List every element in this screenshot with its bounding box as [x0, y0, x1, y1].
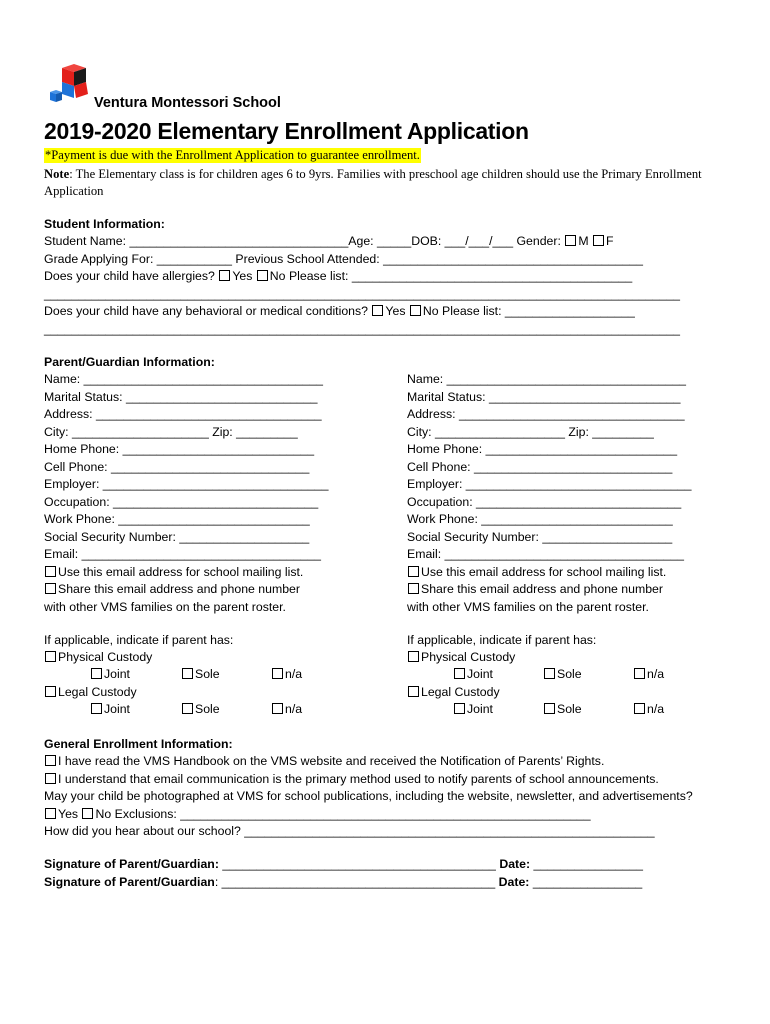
- signature-1-label: Signature of Parent/Guardian:: [44, 857, 219, 871]
- parent1-legal-sole-option: [181, 701, 220, 718]
- parent2-legal-joint-option: [453, 701, 493, 718]
- photo-answer-line: [44, 806, 591, 823]
- parent2-legal-sole-option: [543, 701, 582, 718]
- parent1-physical-sole-label: Sole: [195, 667, 220, 681]
- payment-notice: *Payment is due with the Enrollment Application to guarantee enrollment.: [45, 148, 420, 162]
- parent1-physical-custody-checkbox[interactable]: [45, 651, 56, 662]
- school-logo: [48, 64, 92, 108]
- parent1-employer-field[interactable]: Employer: _________________________________: [44, 477, 329, 491]
- school-name: Ventura Montessori School: [94, 95, 281, 111]
- gender-f-checkbox[interactable]: [593, 235, 604, 246]
- allergies-line: [44, 268, 632, 285]
- page-title: 2019-2020 Elementary Enrollment Application: [44, 118, 529, 144]
- note-text: : The Elementary class is for children ages 6 to 9yrs. Families with preschool age children should use the Primary Enrollment Application: [44, 167, 702, 198]
- parent1-legal-joint-checkbox[interactable]: [91, 703, 102, 714]
- gender-m-label: M: [578, 234, 589, 248]
- medical-no-checkbox[interactable]: [410, 305, 421, 316]
- date-2-field[interactable]: ________________: [529, 875, 643, 889]
- parent2-legal-joint-checkbox[interactable]: [454, 703, 465, 714]
- general-info-heading: General Enrollment Information:: [44, 737, 233, 751]
- parent2-physical-sole-checkbox[interactable]: [544, 668, 555, 679]
- parent1-legal-custody-checkbox[interactable]: [45, 686, 56, 697]
- parent2-physical-na-checkbox[interactable]: [634, 668, 645, 679]
- signature-line-1: [44, 856, 643, 873]
- parent2-email-field[interactable]: Email: ___________________________________: [407, 547, 684, 561]
- medical-line: [44, 303, 635, 320]
- parent1-share-label-cont: with other VMS families on the parent roster.: [44, 600, 286, 614]
- allergies-yes-label: Yes: [232, 269, 253, 283]
- parent2-physical-na-option: [633, 666, 664, 683]
- medical-list-field[interactable]: Please list: ___________________: [438, 304, 635, 318]
- parent2-share-option: [407, 581, 663, 598]
- parent2-physical-custody-checkbox[interactable]: [408, 651, 419, 662]
- parent1-legal-na-label: n/a: [285, 702, 303, 716]
- student-name-line[interactable]: [44, 233, 614, 250]
- parent2-legal-sole-label: Sole: [557, 702, 582, 716]
- hear-about-field[interactable]: How did you hear about our school? ____________________________________________________________: [44, 824, 655, 838]
- allergies-continuation-line[interactable]: _____________________________________________________________________________________________: [44, 287, 681, 301]
- parent1-legal-custody-option: [44, 684, 137, 701]
- parent2-physical-custody-label: Physical Custody: [421, 650, 516, 664]
- parent1-physical-sole-checkbox[interactable]: [182, 668, 193, 679]
- parent1-address-field[interactable]: Address: _________________________________: [44, 407, 322, 421]
- parent2-occupation-field[interactable]: Occupation: ______________________________: [407, 495, 682, 509]
- parent1-legal-custody-label: Legal Custody: [58, 685, 137, 699]
- parent1-physical-sole-option: [181, 666, 220, 683]
- note-paragraph: [44, 166, 734, 200]
- date-2-label: Date:: [498, 875, 530, 889]
- parent2-legal-custody-option: [407, 684, 500, 701]
- parent1-mailing-list-option: [44, 564, 303, 581]
- parent2-ssn-field[interactable]: Social Security Number: ___________________: [407, 530, 673, 544]
- parent1-marital-field[interactable]: Marital Status: ____________________________: [44, 390, 318, 404]
- medical-continuation-line[interactable]: _____________________________________________________________________________________________: [44, 322, 681, 336]
- parent1-physical-na-option: [271, 666, 302, 683]
- parent1-physical-na-label: n/a: [285, 667, 303, 681]
- photo-no-checkbox[interactable]: [82, 808, 93, 819]
- photo-question: May your child be photographed at VMS for school publications, including the website, newsletter, and advertisements?: [44, 789, 693, 803]
- parent1-occupation-field[interactable]: Occupation: ______________________________: [44, 495, 319, 509]
- parent1-physical-joint-option: [90, 666, 130, 683]
- parent2-legal-na-label: n/a: [647, 702, 665, 716]
- parent1-home-phone-field[interactable]: Home Phone: ____________________________: [44, 442, 315, 456]
- parent2-physical-custody-option: [407, 649, 515, 666]
- email-comm-checkbox[interactable]: [45, 773, 56, 784]
- parent2-share-checkbox[interactable]: [408, 583, 419, 594]
- parent1-legal-sole-label: Sole: [195, 702, 220, 716]
- email-comm-label: I understand that email communication is the primary method used to notify parents of school announcements.: [58, 772, 659, 786]
- note-label: Note: [44, 167, 70, 181]
- signature-2-field[interactable]: ________________________________________: [218, 875, 499, 889]
- signature-2-colon: :: [214, 875, 219, 889]
- parent2-city-zip-field[interactable]: City: ___________________ Zip: _________: [407, 425, 654, 439]
- parent1-physical-joint-checkbox[interactable]: [91, 668, 102, 679]
- parent1-legal-na-checkbox[interactable]: [272, 703, 283, 714]
- medical-no-label: No: [422, 304, 439, 318]
- parent1-ssn-field[interactable]: Social Security Number: ___________________: [44, 530, 310, 544]
- parent2-marital-field[interactable]: Marital Status: ____________________________: [407, 390, 681, 404]
- parent2-physical-na-label: n/a: [647, 667, 665, 681]
- parent2-employer-field[interactable]: Employer: _________________________________: [407, 477, 692, 491]
- parent1-physical-joint-label: Joint: [104, 667, 130, 681]
- email-comm-option: [44, 771, 659, 788]
- parent1-legal-sole-checkbox[interactable]: [182, 703, 193, 714]
- exclusions-field[interactable]: Exclusions: ____________________________________________________________: [111, 807, 591, 821]
- parent2-mailing-list-checkbox[interactable]: [408, 566, 419, 577]
- parent1-email-field[interactable]: Email: ___________________________________: [44, 547, 321, 561]
- parent1-physical-custody-option: [44, 649, 152, 666]
- parent1-mailing-list-checkbox[interactable]: [45, 566, 56, 577]
- handbook-label: I have read the VMS Handbook on the VMS website and received the Notification of Parents’ Rights.: [58, 754, 605, 768]
- parent2-name-field[interactable]: Name: ___________________________________: [407, 372, 686, 386]
- date-1-label: Date:: [499, 857, 531, 871]
- handbook-checkbox[interactable]: [45, 755, 56, 766]
- parent2-legal-custody-checkbox[interactable]: [408, 686, 419, 697]
- parent1-mailing-list-label: Use this email address for school mailing list.: [58, 565, 304, 579]
- photo-yes-label: Yes: [58, 807, 79, 821]
- parent1-name-field[interactable]: Name: ___________________________________: [44, 372, 323, 386]
- parent1-share-option: [44, 581, 300, 598]
- parent2-share-label-cont: with other VMS families on the parent roster.: [407, 600, 649, 614]
- parent1-city-zip-field[interactable]: City: ____________________ Zip: _________: [44, 425, 298, 439]
- gender-m-checkbox[interactable]: [565, 235, 576, 246]
- parent2-mailing-list-option: [407, 564, 666, 581]
- allergies-no-label: No: [269, 269, 286, 283]
- parent-info-heading: Parent/Guardian Information:: [44, 355, 215, 369]
- parent1-legal-joint-option: [90, 701, 130, 718]
- parent2-legal-na-checkbox[interactable]: [634, 703, 645, 714]
- parent2-legal-na-option: [633, 701, 664, 718]
- parent2-address-field[interactable]: Address: _________________________________: [407, 407, 685, 421]
- medical-yes-checkbox[interactable]: [372, 305, 383, 316]
- allergies-no-checkbox[interactable]: [257, 270, 268, 281]
- student-info-heading: Student Information:: [44, 217, 165, 231]
- parent2-physical-joint-label: Joint: [467, 667, 493, 681]
- allergies-yes-checkbox[interactable]: [219, 270, 230, 281]
- photo-yes-checkbox[interactable]: [45, 808, 56, 819]
- parent1-physical-na-checkbox[interactable]: [272, 668, 283, 679]
- parent2-cell-phone-field[interactable]: Cell Phone: _____________________________: [407, 460, 673, 474]
- signature-line-2: [44, 874, 642, 891]
- grade-school-line[interactable]: Grade Applying For: ___________ Previous School Attended: ______________________________________: [44, 252, 643, 266]
- photo-no-label: No: [95, 807, 112, 821]
- parent2-physical-sole-label: Sole: [557, 667, 582, 681]
- gender-f-label: F: [606, 234, 614, 248]
- parent2-legal-custody-label: Legal Custody: [421, 685, 500, 699]
- parent1-share-label: Share this email address and phone number: [58, 582, 300, 596]
- handbook-option: [44, 753, 604, 770]
- parent1-legal-na-option: [271, 701, 302, 718]
- medical-question: Does your child have any behavioral or medical conditions?: [44, 304, 372, 318]
- parent2-home-phone-field[interactable]: Home Phone: ____________________________: [407, 442, 678, 456]
- parent2-work-phone-field[interactable]: Work Phone: ____________________________: [407, 512, 673, 526]
- parent1-share-checkbox[interactable]: [45, 583, 56, 594]
- signature-2-label: Signature of Parent/Guardian: [44, 875, 215, 889]
- parent1-physical-custody-label: Physical Custody: [58, 650, 153, 664]
- allergies-list-field[interactable]: Please list: _________________________________________: [285, 269, 633, 283]
- parent2-legal-joint-label: Joint: [467, 702, 493, 716]
- parent1-legal-joint-label: Joint: [104, 702, 130, 716]
- parent2-legal-sole-checkbox[interactable]: [544, 703, 555, 714]
- parent2-physical-joint-checkbox[interactable]: [454, 668, 465, 679]
- parent2-mailing-list-label: Use this email address for school mailing list.: [421, 565, 667, 579]
- parent2-physical-sole-option: [543, 666, 582, 683]
- date-1-field[interactable]: ________________: [530, 857, 643, 871]
- parent1-cell-phone-field[interactable]: Cell Phone: _____________________________: [44, 460, 310, 474]
- parent1-work-phone-field[interactable]: Work Phone: ____________________________: [44, 512, 310, 526]
- parent2-physical-joint-option: [453, 666, 493, 683]
- parent2-share-label: Share this email address and phone number: [421, 582, 663, 596]
- parent1-custody-heading: If applicable, indicate if parent has:: [44, 633, 234, 647]
- medical-yes-label: Yes: [385, 304, 406, 318]
- allergies-question: Does your child have allergies?: [44, 269, 219, 283]
- signature-1-field[interactable]: ________________________________________: [218, 857, 500, 871]
- parent2-custody-heading: If applicable, indicate if parent has:: [407, 633, 597, 647]
- student-name-age-dob-text: Student Name: ________________________________Age: _____DOB: ___/___/___ Gender:: [44, 234, 565, 248]
